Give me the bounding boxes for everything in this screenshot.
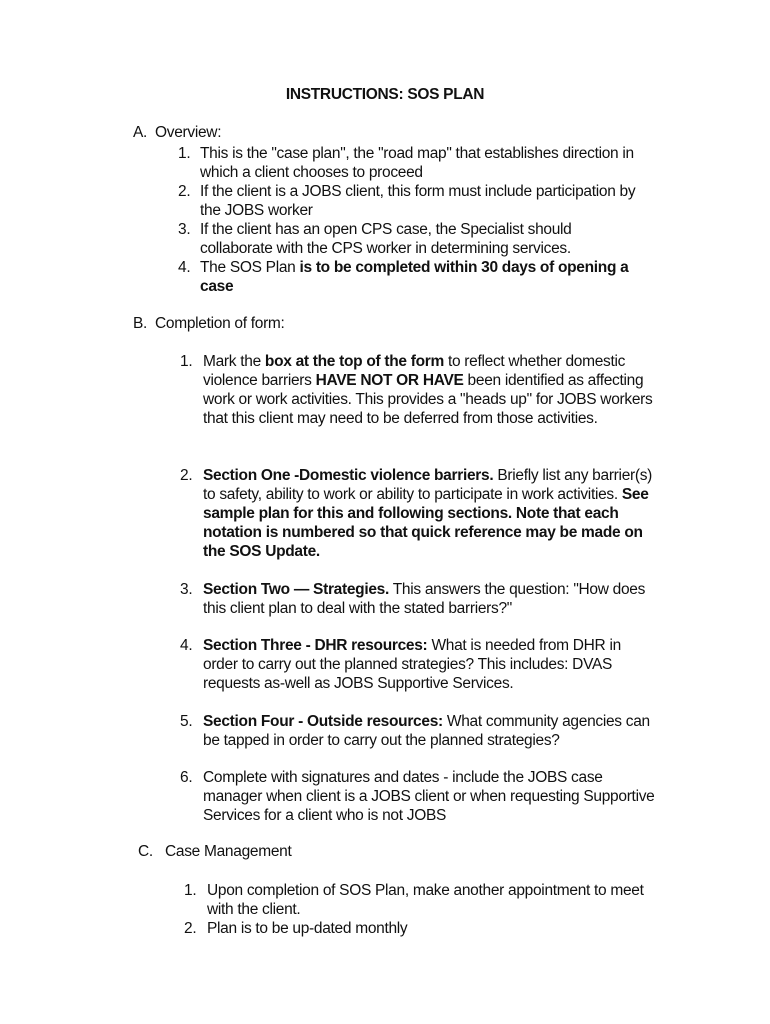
item-text bbox=[203, 712, 655, 750]
item-number: 1. bbox=[180, 353, 193, 370]
text-run: If the client has an open CPS case, the Specialist should collaborate with the CPS worker in determining services. bbox=[200, 221, 572, 257]
item-number: 6. bbox=[180, 769, 193, 786]
section-letter: B. bbox=[133, 315, 148, 332]
item-text bbox=[203, 580, 655, 618]
bold-text-run: Section Four - Outside resources: bbox=[203, 713, 443, 730]
item-text bbox=[200, 258, 648, 296]
text-run: The SOS Plan bbox=[200, 259, 300, 276]
bold-text-run: is to be completed within 30 days of opening a case bbox=[200, 259, 629, 295]
text-run: Plan is to be up-dated monthly bbox=[207, 920, 408, 937]
item-text bbox=[203, 352, 655, 428]
list-item bbox=[178, 182, 648, 220]
section-title: Overview: bbox=[155, 124, 222, 141]
text-run: Mark the bbox=[203, 353, 265, 370]
section-letter: C. bbox=[138, 843, 153, 860]
item-text bbox=[207, 881, 659, 919]
bold-text-run: Section One -Domestic violence barriers. bbox=[203, 467, 494, 484]
item-number: 2. bbox=[184, 920, 197, 937]
item-number: 2. bbox=[178, 183, 191, 200]
text-run: been identified as affecting work or work activities. This provides a "heads up" for JOBS workers that this client may need to be deferred from those activities. bbox=[203, 372, 653, 427]
list-item bbox=[178, 258, 648, 296]
section-letter: A. bbox=[133, 124, 148, 141]
bold-text-run: Section Two — Strategies. bbox=[203, 581, 390, 598]
item-number: 3. bbox=[180, 581, 193, 598]
text-run: Briefly list any barrier(s) to safety, ability to work or ability to participate in work activities. bbox=[203, 467, 653, 503]
item-text bbox=[200, 144, 648, 182]
section-title: Completion of form: bbox=[155, 315, 285, 332]
list-item bbox=[180, 768, 655, 825]
item-number: 3. bbox=[178, 221, 191, 238]
text-run: If the client is a JOBS client, this form must include participation by the JOBS worker bbox=[200, 183, 636, 219]
bold-text-run: HAVE NOT OR HAVE bbox=[315, 372, 464, 389]
item-number: 2. bbox=[180, 467, 193, 484]
list-item bbox=[184, 919, 659, 938]
item-text bbox=[203, 636, 655, 693]
item-text bbox=[200, 182, 648, 220]
list-item bbox=[180, 580, 655, 618]
text-run: This answers the question: "How does this client plan to deal with the stated barriers?" bbox=[203, 581, 646, 617]
list-item bbox=[178, 220, 648, 258]
text-run: Complete with signatures and dates - include the JOBS case manager when client is a JOBS client or when requesting Supportive Services for a client who is not JOBS bbox=[203, 769, 655, 824]
text-run: What community agencies can be tapped in order to carry out the planned strategies? bbox=[203, 713, 650, 749]
item-number: 1. bbox=[178, 145, 191, 162]
bold-text-run: See sample plan for this and following sections. Note that each notation is numbered so that quick reference may be made on the SOS Update. bbox=[203, 486, 649, 560]
item-number: 4. bbox=[180, 637, 193, 654]
text-run: This is the "case plan", the "road map" that establishes direction in which a client chooses to proceed bbox=[200, 145, 634, 181]
list-item bbox=[180, 636, 655, 693]
list-item bbox=[180, 352, 655, 428]
text-run: to reflect whether domestic violence barriers bbox=[203, 353, 626, 389]
list-item bbox=[184, 881, 659, 919]
item-text bbox=[207, 919, 659, 938]
item-number: 5. bbox=[180, 713, 193, 730]
item-number: 1. bbox=[184, 882, 197, 899]
document-title: INSTRUCTIONS: SOS PLAN bbox=[285, 86, 485, 103]
list-item bbox=[178, 144, 648, 182]
section-a-heading bbox=[133, 124, 221, 142]
list-item bbox=[180, 466, 655, 561]
text-run: What is needed from DHR in order to carry out the planned strategies? This includes: DVAS requests as-well as JOBS Supportive Services. bbox=[203, 637, 621, 692]
text-run: Upon completion of SOS Plan, make another appointment to meet with the client. bbox=[207, 882, 644, 918]
list-item bbox=[180, 712, 655, 750]
item-text bbox=[200, 220, 648, 258]
bold-text-run: Section Three - DHR resources: bbox=[203, 637, 428, 654]
bold-text-run: box at the top of the form bbox=[264, 353, 444, 370]
item-text bbox=[203, 466, 655, 561]
section-c-heading bbox=[138, 843, 291, 861]
section-title: Case Management bbox=[165, 843, 292, 860]
item-number: 4. bbox=[178, 259, 191, 276]
section-b-heading bbox=[133, 315, 285, 333]
item-text bbox=[203, 768, 655, 825]
